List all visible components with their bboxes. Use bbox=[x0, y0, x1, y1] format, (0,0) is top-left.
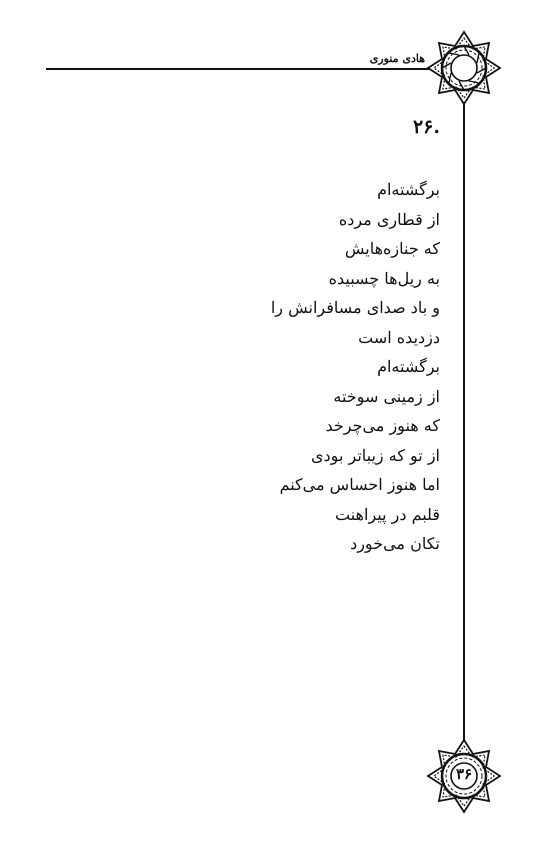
poem-line: قلبم در پیراهنت bbox=[335, 504, 440, 524]
poem-line: از قطاری مرده bbox=[338, 209, 440, 229]
poem-line: و باد صدای مسافرانش را bbox=[270, 298, 440, 317]
poem-line: که جنازه‌هایش bbox=[344, 239, 440, 258]
poem-line: دزدیده است bbox=[358, 327, 440, 347]
poem-number: .۲۶ bbox=[412, 116, 440, 138]
star-ornament-icon bbox=[426, 30, 502, 106]
poem-body bbox=[110, 175, 440, 559]
poem-line: از زمینی سوخته bbox=[333, 386, 440, 406]
page-number: ۳۶ bbox=[455, 765, 473, 783]
poem-line: اما هنوز احساس می‌کنم bbox=[279, 475, 440, 494]
header-rule bbox=[46, 68, 436, 70]
poem-line: که هنوز می‌چرخد bbox=[325, 416, 440, 435]
poem-line: تکان می‌خورد bbox=[350, 534, 440, 553]
poem-line: از تو که زیباتر بودی bbox=[311, 445, 440, 465]
poem-line: برگشته‌ام bbox=[377, 357, 440, 376]
margin-rule bbox=[463, 92, 465, 744]
running-head-author: هادی منوری bbox=[369, 52, 425, 65]
poem-line: برگشته‌ام bbox=[377, 180, 440, 199]
poem-line: به ریل‌ها چسبیده bbox=[328, 268, 440, 288]
